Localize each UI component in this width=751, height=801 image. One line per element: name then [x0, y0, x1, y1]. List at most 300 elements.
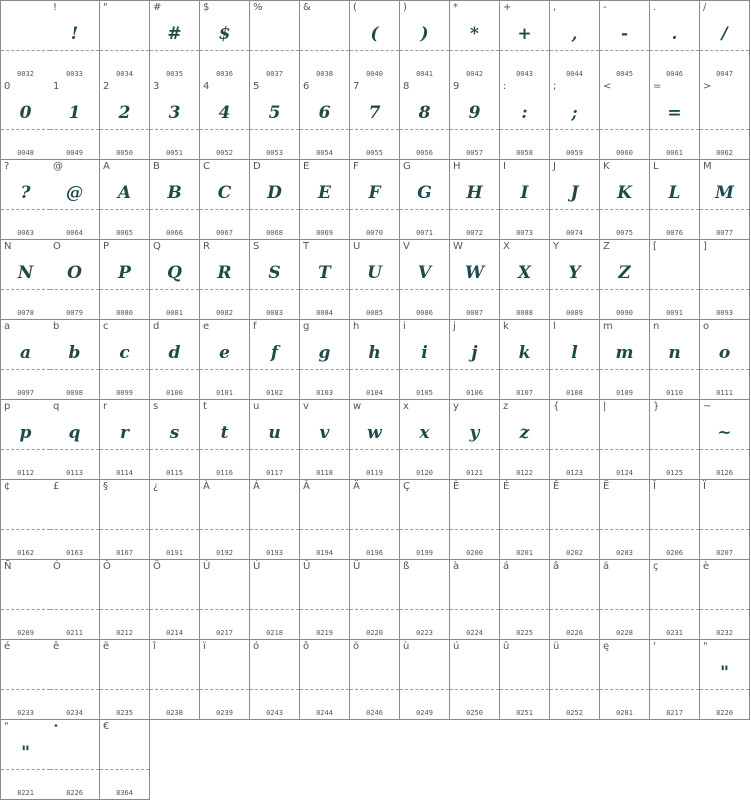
character-label: E — [303, 161, 310, 172]
glyph-cell — [550, 0, 600, 81]
code-point-label: 8221 — [17, 789, 34, 797]
character-label: ô — [303, 641, 310, 652]
baseline-divider — [1, 529, 50, 530]
glyph-preview — [50, 498, 99, 528]
code-point-label: 0251 — [516, 709, 533, 717]
baseline-divider — [150, 449, 199, 450]
character-label: m — [603, 321, 613, 332]
baseline-divider — [700, 449, 749, 450]
code-point-label: 0068 — [266, 229, 283, 237]
character-label: ę — [603, 641, 610, 652]
glyph-cell — [450, 560, 500, 640]
character-label: j — [453, 321, 456, 332]
glyph-cell — [350, 320, 400, 400]
glyph-cell — [250, 0, 300, 81]
glyph-cell — [250, 640, 300, 720]
code-point-label: 0067 — [216, 229, 233, 237]
character-label: ( — [353, 2, 357, 13]
glyph-cell — [150, 320, 200, 400]
glyph-cell — [350, 80, 400, 160]
code-point-label: 0090 — [616, 309, 633, 317]
glyph-cell — [0, 480, 51, 560]
code-point-label: 0207 — [716, 549, 733, 557]
baseline-divider — [250, 209, 299, 210]
code-point-label: 0226 — [566, 629, 583, 637]
glyph-cell — [450, 0, 500, 81]
character-label: S — [253, 241, 260, 252]
baseline-divider — [500, 369, 549, 370]
glyph-preview: D — [267, 183, 282, 203]
code-point-label: 0116 — [216, 469, 233, 477]
glyph-preview: ( — [370, 24, 379, 44]
baseline-divider — [300, 689, 349, 690]
glyph-cell — [300, 240, 350, 320]
code-point-label: 0111 — [716, 389, 733, 397]
glyph-cell — [150, 560, 200, 640]
glyph-preview: , — [571, 24, 578, 44]
baseline-divider — [650, 449, 699, 450]
glyph-preview — [650, 658, 699, 688]
glyph-preview: 8 — [418, 103, 431, 123]
glyph-cell — [700, 80, 750, 160]
code-point-label: 0066 — [166, 229, 183, 237]
character-label: f — [253, 321, 257, 332]
glyph-preview — [600, 498, 649, 528]
glyph-preview — [550, 418, 599, 448]
code-point-label: 0113 — [66, 469, 83, 477]
glyph-cell — [0, 400, 51, 480]
glyph-preview — [450, 658, 499, 688]
code-point-label: 0070 — [366, 229, 383, 237]
baseline-divider — [350, 449, 399, 450]
character-label: ó — [253, 641, 260, 652]
glyph-cell — [500, 240, 550, 320]
glyph-preview: e — [219, 343, 230, 363]
glyph-cell — [500, 80, 550, 160]
glyph-cell — [50, 640, 100, 720]
character-label: # — [153, 2, 162, 13]
baseline-divider — [450, 129, 499, 130]
character-label: ú — [453, 641, 460, 652]
code-point-label: 0042 — [466, 70, 483, 78]
code-point-label: 0093 — [716, 309, 733, 317]
baseline-divider — [550, 449, 599, 450]
glyph-cell — [50, 400, 100, 480]
character-label: A — [103, 161, 110, 172]
character-label: " — [103, 2, 108, 13]
baseline-divider — [100, 689, 149, 690]
baseline-divider — [500, 50, 549, 51]
glyph-preview — [500, 498, 549, 528]
glyph-cell — [700, 320, 750, 400]
baseline-divider — [100, 449, 149, 450]
glyph-preview: k — [518, 343, 531, 363]
character-label: V — [403, 241, 410, 252]
glyph-preview: ! — [70, 24, 79, 44]
character-label: ä — [603, 561, 610, 572]
code-point-label: 0101 — [216, 389, 233, 397]
glyph-preview: Y — [568, 263, 581, 283]
code-point-label: 0082 — [216, 309, 233, 317]
glyph-preview: O — [67, 263, 82, 283]
character-label: T — [303, 241, 310, 252]
glyph-preview — [100, 578, 149, 608]
character-label: ï — [203, 641, 206, 652]
code-point-label: 0200 — [466, 549, 483, 557]
glyph-preview — [200, 578, 249, 608]
code-point-label: 0057 — [466, 149, 483, 157]
glyph-preview — [1, 658, 50, 688]
glyph-preview: h — [368, 343, 381, 363]
glyph-preview: V — [417, 263, 432, 283]
character-label: Û — [303, 561, 311, 572]
glyph-preview — [650, 258, 699, 288]
glyph-cell — [150, 0, 200, 81]
baseline-divider — [150, 689, 199, 690]
baseline-divider — [650, 50, 699, 51]
baseline-divider — [500, 289, 549, 290]
glyph-preview: Z — [618, 263, 631, 283]
character-label: F — [353, 161, 359, 172]
baseline-divider — [500, 449, 549, 450]
glyph-cell — [150, 240, 200, 320]
baseline-divider — [400, 50, 449, 51]
character-label: â — [553, 561, 560, 572]
character-label: Z — [603, 241, 610, 252]
code-point-label: 0162 — [17, 549, 34, 557]
glyph-preview — [1, 19, 50, 49]
glyph-cell — [400, 240, 450, 320]
code-point-label: 0107 — [516, 389, 533, 397]
glyph-cell — [600, 640, 650, 720]
glyph-preview — [200, 498, 249, 528]
glyph-preview: Q — [167, 263, 182, 283]
glyph-preview — [700, 498, 749, 528]
character-label: § — [103, 481, 108, 492]
character-label: Ë — [603, 481, 610, 492]
baseline-divider — [600, 689, 649, 690]
character-label: X — [503, 241, 510, 252]
glyph-cell — [50, 240, 100, 320]
baseline-divider — [50, 689, 99, 690]
baseline-divider — [250, 529, 299, 530]
code-point-label: 0088 — [516, 309, 533, 317]
baseline-divider — [600, 289, 649, 290]
baseline-divider — [450, 689, 499, 690]
glyph-preview: / — [721, 24, 728, 44]
glyph-preview: X — [517, 263, 532, 283]
glyph-cell — [500, 0, 550, 81]
code-point-label: 0246 — [366, 709, 383, 717]
glyph-preview — [550, 658, 599, 688]
code-point-label: 0219 — [316, 629, 333, 637]
code-point-label: 0243 — [266, 709, 283, 717]
baseline-divider — [300, 289, 349, 290]
glyph-preview — [650, 498, 699, 528]
character-label: ç — [653, 561, 659, 572]
code-point-label: 0085 — [366, 309, 383, 317]
glyph-cell — [350, 400, 400, 480]
character-label: C — [203, 161, 210, 172]
code-point-label: 0036 — [216, 70, 233, 78]
code-point-label: 0244 — [316, 709, 333, 717]
glyph-cell — [100, 320, 150, 400]
code-point-label: 0114 — [116, 469, 133, 477]
character-label: O — [53, 241, 61, 252]
code-point-label: 0126 — [716, 469, 733, 477]
glyph-preview: m — [615, 343, 634, 363]
glyph-preview: G — [417, 183, 432, 203]
baseline-divider — [1, 769, 50, 770]
character-label: + — [503, 2, 512, 13]
baseline-divider — [100, 50, 149, 51]
code-point-label: 0049 — [66, 149, 83, 157]
baseline-divider — [150, 529, 199, 530]
glyph-preview: K — [617, 183, 632, 203]
code-point-label: 0239 — [216, 709, 233, 717]
character-label: N — [4, 241, 12, 252]
character-label: 4 — [203, 81, 210, 92]
baseline-divider — [200, 449, 249, 450]
baseline-divider — [1, 289, 50, 290]
character-label: K — [603, 161, 610, 172]
character-label: & — [303, 2, 311, 13]
code-point-label: 0091 — [666, 309, 683, 317]
character-label: p — [4, 401, 11, 412]
glyph-preview — [100, 738, 149, 768]
code-point-label: 0046 — [666, 70, 683, 78]
glyph-cell — [150, 640, 200, 720]
glyph-preview: 3 — [168, 103, 181, 123]
code-point-label: 0055 — [366, 149, 383, 157]
glyph-cell — [250, 400, 300, 480]
glyph-preview: : — [521, 103, 528, 123]
baseline-divider — [100, 129, 149, 130]
glyph-preview — [500, 578, 549, 608]
character-label: @ — [53, 161, 63, 172]
baseline-divider — [400, 529, 449, 530]
code-point-label: 0102 — [266, 389, 283, 397]
glyph-preview: i — [421, 343, 428, 363]
code-point-label: 0081 — [166, 309, 183, 317]
glyph-preview: * — [470, 24, 479, 44]
glyph-cell — [50, 160, 100, 240]
glyph-preview: 4 — [218, 103, 231, 123]
baseline-divider — [700, 209, 749, 210]
glyph-preview — [300, 578, 349, 608]
glyph-preview: B — [167, 183, 182, 203]
glyph-preview — [100, 19, 149, 49]
character-label: É — [503, 481, 510, 492]
character-label: s — [153, 401, 159, 412]
glyph-cell — [50, 560, 100, 640]
glyph-cell — [600, 80, 650, 160]
code-point-label: 0224 — [466, 629, 483, 637]
baseline-divider — [550, 689, 599, 690]
character-label: I — [503, 161, 506, 172]
baseline-divider — [700, 609, 749, 610]
baseline-divider — [250, 449, 299, 450]
glyph-cell — [150, 400, 200, 480]
glyph-preview — [700, 98, 749, 128]
character-label: á — [503, 561, 510, 572]
glyph-cell — [350, 160, 400, 240]
glyph-preview: E — [318, 183, 331, 203]
character-label: / — [703, 2, 707, 13]
glyph-cell — [650, 160, 700, 240]
glyph-preview: 5 — [268, 103, 281, 123]
code-point-label: 0048 — [17, 149, 34, 157]
baseline-divider — [500, 689, 549, 690]
glyph-preview: # — [167, 24, 182, 44]
baseline-divider — [50, 289, 99, 290]
glyph-cell — [400, 480, 450, 560]
character-label: 8 — [403, 81, 410, 92]
baseline-divider — [500, 209, 549, 210]
glyph-preview: + — [517, 24, 532, 44]
baseline-divider — [150, 609, 199, 610]
code-point-label: 0281 — [616, 709, 633, 717]
character-label: Î — [653, 481, 656, 492]
character-label: ë — [103, 641, 110, 652]
glyph-cell — [550, 640, 600, 720]
character-label: 0 — [4, 81, 11, 92]
character-label: € — [103, 721, 110, 732]
character-label: M — [703, 161, 712, 172]
glyph-preview: F — [368, 183, 381, 203]
code-point-label: 0059 — [566, 149, 583, 157]
glyph-preview: ~ — [717, 423, 732, 443]
character-label: " — [4, 721, 9, 732]
glyph-cell — [0, 160, 51, 240]
glyph-preview: t — [220, 423, 229, 443]
character-label: 6 — [303, 81, 310, 92]
code-point-label: 0078 — [17, 309, 34, 317]
baseline-divider — [600, 129, 649, 130]
baseline-divider — [600, 529, 649, 530]
code-point-label: 0074 — [566, 229, 583, 237]
glyph-cell — [500, 560, 550, 640]
character-label: J — [553, 161, 556, 172]
glyph-cell — [100, 720, 150, 800]
code-point-label: 0235 — [116, 709, 133, 717]
baseline-divider — [50, 769, 99, 770]
character-label: Â — [303, 481, 310, 492]
character-label: Ä — [353, 481, 360, 492]
code-point-label: 0032 — [17, 70, 34, 78]
character-label: } — [653, 401, 660, 412]
glyph-cell — [600, 160, 650, 240]
glyph-cell — [700, 640, 750, 720]
glyph-cell — [500, 320, 550, 400]
character-label: $ — [203, 2, 210, 13]
code-point-label: 0214 — [166, 629, 183, 637]
baseline-divider — [100, 369, 149, 370]
code-point-label: 0051 — [166, 149, 183, 157]
glyph-preview — [150, 578, 199, 608]
glyph-cell — [550, 320, 600, 400]
code-point-label: 0060 — [616, 149, 633, 157]
baseline-divider — [1, 209, 50, 210]
character-label: l — [553, 321, 556, 332]
glyph-cell — [700, 240, 750, 320]
code-point-label: 0225 — [516, 629, 533, 637]
baseline-divider — [250, 689, 299, 690]
baseline-divider — [450, 209, 499, 210]
glyph-cell — [500, 640, 550, 720]
code-point-label: 8220 — [716, 709, 733, 717]
glyph-preview: @ — [66, 183, 83, 203]
baseline-divider — [600, 449, 649, 450]
character-label: U — [353, 241, 361, 252]
glyph-preview — [200, 658, 249, 688]
baseline-divider — [600, 50, 649, 51]
glyph-preview: I — [520, 183, 529, 203]
code-point-label: 0098 — [66, 389, 83, 397]
glyph-cell — [200, 480, 250, 560]
glyph-preview — [600, 658, 649, 688]
glyph-preview: C — [217, 183, 232, 203]
code-point-label: 0193 — [266, 549, 283, 557]
character-label: Ú — [253, 561, 261, 572]
glyph-preview: T — [318, 263, 331, 283]
character-label: û — [503, 641, 510, 652]
baseline-divider — [400, 209, 449, 210]
glyph-preview — [50, 658, 99, 688]
glyph-preview: P — [118, 263, 131, 283]
baseline-divider — [300, 209, 349, 210]
baseline-divider — [650, 209, 699, 210]
code-point-label: 0119 — [366, 469, 383, 477]
code-point-label: 0033 — [66, 70, 83, 78]
character-label: Ê — [553, 481, 560, 492]
baseline-divider — [350, 50, 399, 51]
character-label: = — [653, 81, 662, 92]
glyph-cell — [150, 80, 200, 160]
character-label: t — [203, 401, 207, 412]
glyph-cell — [550, 400, 600, 480]
code-point-label: 0063 — [17, 229, 34, 237]
character-label: i — [403, 321, 406, 332]
glyph-cell — [300, 320, 350, 400]
glyph-preview: S — [268, 263, 281, 283]
code-point-label: 0056 — [416, 149, 433, 157]
baseline-divider — [200, 689, 249, 690]
baseline-divider — [550, 529, 599, 530]
baseline-divider — [400, 289, 449, 290]
glyph-cell — [600, 480, 650, 560]
glyph-cell — [300, 80, 350, 160]
glyph-preview: H — [466, 183, 483, 203]
baseline-divider — [50, 609, 99, 610]
code-point-label: 0120 — [416, 469, 433, 477]
character-label: r — [103, 401, 108, 412]
glyph-preview — [300, 658, 349, 688]
code-point-label: 0209 — [17, 629, 34, 637]
baseline-divider — [100, 529, 149, 530]
baseline-divider — [1, 369, 50, 370]
baseline-divider — [400, 369, 449, 370]
code-point-label: 0115 — [166, 469, 183, 477]
glyph-cell — [400, 160, 450, 240]
code-point-label: 0223 — [416, 629, 433, 637]
glyph-preview: d — [168, 343, 181, 363]
glyph-preview — [250, 578, 299, 608]
baseline-divider — [300, 50, 349, 51]
glyph-cell — [100, 640, 150, 720]
code-point-label: 0054 — [316, 149, 333, 157]
character-label: ê — [53, 641, 60, 652]
